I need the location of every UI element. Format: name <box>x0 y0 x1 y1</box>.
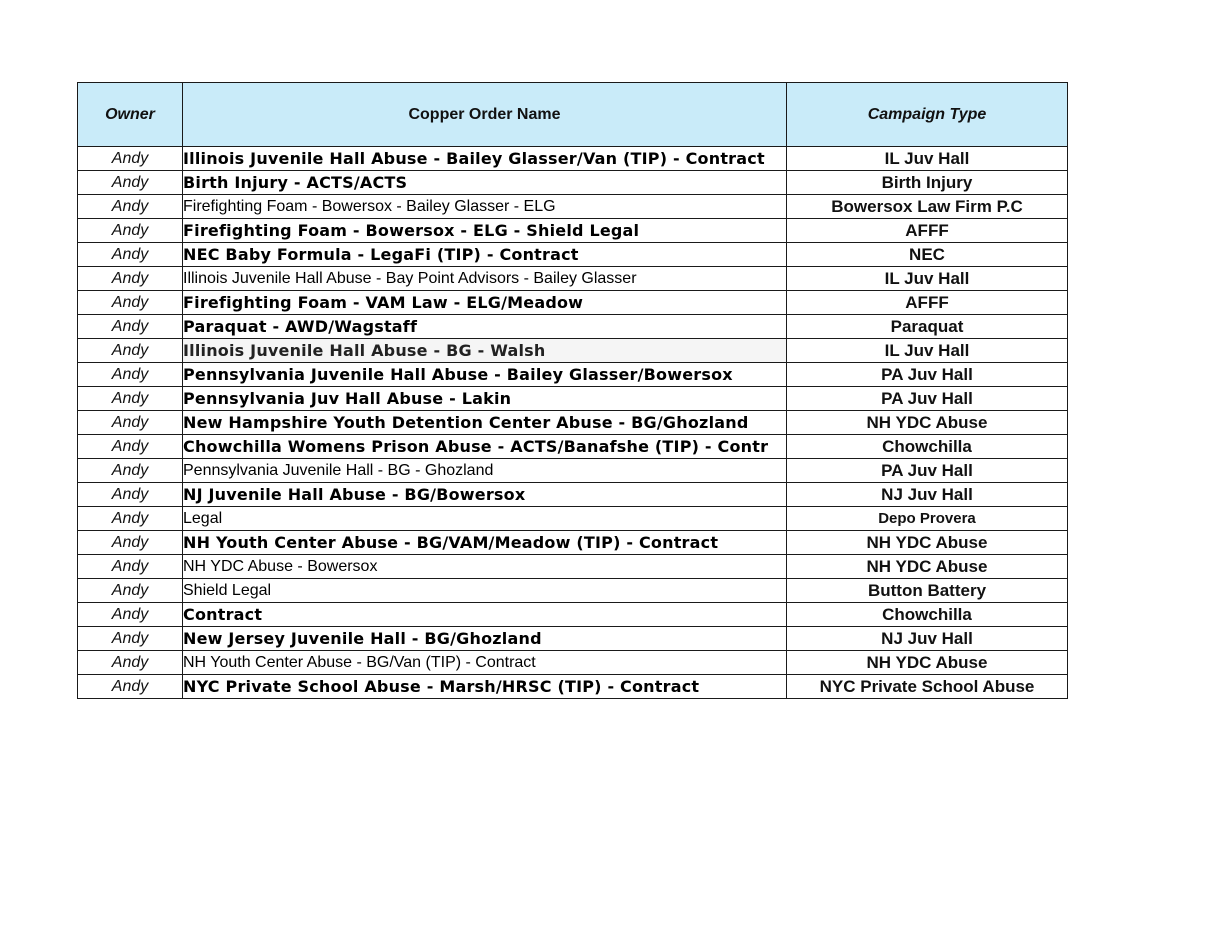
campaign-type-cell: NYC Private School Abuse <box>787 675 1068 699</box>
table-row <box>78 219 1068 243</box>
table-row <box>78 459 1068 483</box>
owner-cell: Andy <box>78 147 183 171</box>
table-row <box>78 243 1068 267</box>
campaign-type-cell: Chowchilla <box>787 603 1068 627</box>
order-name-cell: NJ Juvenile Hall Abuse - BG/Bowersox <box>183 483 787 507</box>
owner-cell: Andy <box>78 219 183 243</box>
owner-cell: Andy <box>78 291 183 315</box>
owner-cell: Andy <box>78 267 183 291</box>
owner-cell: Andy <box>78 483 183 507</box>
table-row <box>78 387 1068 411</box>
table-body <box>78 147 1068 699</box>
table-row <box>78 411 1068 435</box>
owner-cell: Andy <box>78 531 183 555</box>
order-name-cell: Birth Injury - ACTS/ACTS <box>183 171 787 195</box>
order-name-cell: Firefighting Foam - Bowersox - ELG - Shield Legal <box>183 219 787 243</box>
owner-cell: Andy <box>78 459 183 483</box>
owner-cell: Andy <box>78 387 183 411</box>
order-name-cell: Shield Legal <box>183 579 787 603</box>
table-row <box>78 531 1068 555</box>
table-row <box>78 267 1068 291</box>
owner-cell: Andy <box>78 579 183 603</box>
owner-cell: Andy <box>78 555 183 579</box>
owner-cell: Andy <box>78 411 183 435</box>
table-row <box>78 435 1068 459</box>
order-name-cell: Firefighting Foam - VAM Law - ELG/Meadow <box>183 291 787 315</box>
campaign-type-cell: NH YDC Abuse <box>787 555 1068 579</box>
table-row <box>78 555 1068 579</box>
table-row <box>78 627 1068 651</box>
order-name-cell: New Hampshire Youth Detention Center Abuse - BG/Ghozland <box>183 411 787 435</box>
owner-cell: Andy <box>78 363 183 387</box>
campaign-type-cell: NJ Juv Hall <box>787 627 1068 651</box>
owner-cell: Andy <box>78 339 183 363</box>
order-name-cell: NH Youth Center Abuse - BG/Van (TIP) - Contract <box>183 651 787 675</box>
table-row <box>78 603 1068 627</box>
table-row <box>78 339 1068 363</box>
campaign-type-cell: AFFF <box>787 291 1068 315</box>
order-name-cell: Pennsylvania Juv Hall Abuse - Lakin <box>183 387 787 411</box>
table-row <box>78 579 1068 603</box>
campaign-type-cell: NH YDC Abuse <box>787 651 1068 675</box>
campaign-type-cell: Depo Provera <box>787 507 1068 531</box>
orders-table <box>77 82 1068 699</box>
owner-cell: Andy <box>78 243 183 267</box>
campaign-type-cell: Birth Injury <box>787 171 1068 195</box>
owner-cell: Andy <box>78 603 183 627</box>
owner-cell: Andy <box>78 435 183 459</box>
table-row <box>78 171 1068 195</box>
campaign-type-cell: Paraquat <box>787 315 1068 339</box>
table-row <box>78 291 1068 315</box>
table-row <box>78 147 1068 171</box>
owner-cell: Andy <box>78 675 183 699</box>
campaign-type-cell: AFFF <box>787 219 1068 243</box>
owner-cell: Andy <box>78 651 183 675</box>
table-row <box>78 195 1068 219</box>
owner-cell: Andy <box>78 507 183 531</box>
owner-cell: Andy <box>78 171 183 195</box>
campaign-type-cell: PA Juv Hall <box>787 387 1068 411</box>
header-order-name: Copper Order Name <box>183 83 787 147</box>
campaign-type-cell: IL Juv Hall <box>787 267 1068 291</box>
campaign-type-cell: Button Battery <box>787 579 1068 603</box>
order-name-cell: Illinois Juvenile Hall Abuse - Bailey Glasser/Van (TIP) - Contract <box>183 147 787 171</box>
header-owner: Owner <box>78 83 183 147</box>
campaign-type-cell: Chowchilla <box>787 435 1068 459</box>
order-name-cell: NYC Private School Abuse - Marsh/HRSC (TIP) - Contract <box>183 675 787 699</box>
table-row <box>78 675 1068 699</box>
campaign-type-cell: IL Juv Hall <box>787 147 1068 171</box>
table-row <box>78 507 1068 531</box>
campaign-type-cell: PA Juv Hall <box>787 363 1068 387</box>
order-name-cell: New Jersey Juvenile Hall - BG/Ghozland <box>183 627 787 651</box>
campaign-type-cell: IL Juv Hall <box>787 339 1068 363</box>
order-name-cell: Illinois Juvenile Hall Abuse - Bay Point Advisors - Bailey Glasser <box>183 267 787 291</box>
table-row <box>78 315 1068 339</box>
order-name-cell: Chowchilla Womens Prison Abuse - ACTS/Banafshe (TIP) - Contr <box>183 435 787 459</box>
order-name-cell: NH YDC Abuse - Bowersox <box>183 555 787 579</box>
header-campaign-type: Campaign Type <box>787 83 1068 147</box>
order-name-cell: Firefighting Foam - Bowersox - Bailey Glasser - ELG <box>183 195 787 219</box>
table-row <box>78 483 1068 507</box>
campaign-type-cell: NJ Juv Hall <box>787 483 1068 507</box>
order-name-cell: Paraquat - AWD/Wagstaff <box>183 315 787 339</box>
campaign-type-cell: PA Juv Hall <box>787 459 1068 483</box>
order-name-cell: Legal <box>183 507 787 531</box>
order-name-cell: NH Youth Center Abuse - BG/VAM/Meadow (TIP) - Contract <box>183 531 787 555</box>
campaign-type-cell: NH YDC Abuse <box>787 411 1068 435</box>
table-row <box>78 651 1068 675</box>
header-row <box>78 83 1068 147</box>
order-name-cell: Illinois Juvenile Hall Abuse - BG - Walsh <box>183 339 787 363</box>
owner-cell: Andy <box>78 627 183 651</box>
table-row <box>78 363 1068 387</box>
campaign-type-cell: NEC <box>787 243 1068 267</box>
order-name-cell: NEC Baby Formula - LegaFi (TIP) - Contract <box>183 243 787 267</box>
owner-cell: Andy <box>78 195 183 219</box>
order-name-cell: Pennsylvania Juvenile Hall Abuse - Bailey Glasser/Bowersox <box>183 363 787 387</box>
campaign-type-cell: NH YDC Abuse <box>787 531 1068 555</box>
campaign-type-cell: Bowersox Law Firm P.C <box>787 195 1068 219</box>
order-name-cell: Contract <box>183 603 787 627</box>
order-name-cell: Pennsylvania Juvenile Hall - BG - Ghozland <box>183 459 787 483</box>
owner-cell: Andy <box>78 315 183 339</box>
